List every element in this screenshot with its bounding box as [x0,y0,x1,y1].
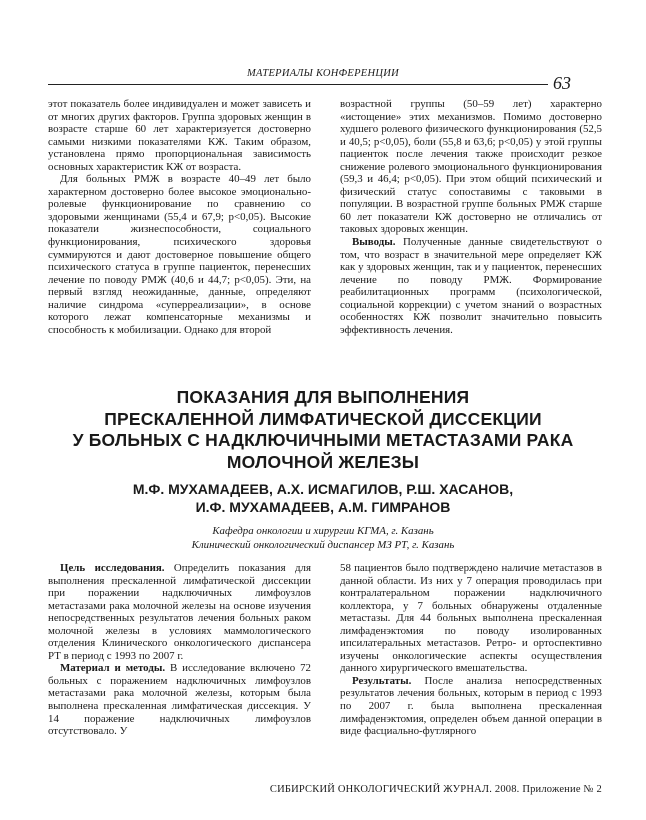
article-right-column [340,562,602,738]
running-header: МАТЕРИАЛЫ КОНФЕРЕНЦИИ [246,68,400,79]
conclusions-text: Полученные данные свидетельствуют о том, что возраст в значительной мере определяет КЖ как у здоровых женщин, так и у пациенток, перенесших лечение по поводу РМЖ. Формирование реабилитационных программ (психологической, социальной коррекции) с учетом знаний о возрастных особенностях КЖ позволит значительно повысить эффективность лечения. [340,236,602,336]
paragraph: возрастной группы (50–59 лет) характерно «истощение» этих механизмов. Помимо достоверно худшего ролевого физического функционирования (52,5 и 40,5; p<0,05), боли (55,8 и 63,6; p<0,05) у этой группы пациенток после лечения также происходит резкое снижение ролевого эмоционального функционирования (59,3 и 46,4; p<0,05). При этом общий психический и физический статус сопоставимы с таковыми в популяции. В возрастной группе больных РМЖ старше 60 лет показатели КЖ достоверно не отличались от таковых здоровых женщин. [340,98,602,236]
affiliation-line: Клинический онкологический диспансер МЗ РТ, г. Казань [191,538,455,551]
paragraph: 58 пациентов было подтверждено наличие метастазов в данной области. Из них у 7 операция проводилась при контралатеральном поражении надключичного коллектора, у 7 больных обнаружены отдаленные метастазы. Для 44 больных выполнена прескаленная лимфаденэктомия по поводу изолированных ипсилатеральных метастазов. Ретро- и ортоспективно изучены онкологические аспекты осуществления данного хирургического вмешательства. [340,562,602,675]
aim-paragraph [48,562,311,662]
article-affiliations [48,525,598,552]
page-number: 63 [553,73,571,93]
title-line: МОЛОЧНОЙ ЖЕЛЕЗЫ [226,451,420,472]
results-paragraph [340,675,602,738]
results-text: После анализа непосредственных результатов лечения больных, которым в период с 1993 по 2007 г. была выполнена прескаленная лимфаденэктомия, определен объем данной операции в виде фасциально-футлярного [340,674,602,738]
conclusions-lead: Выводы. [352,236,396,249]
methods-text: В исследование включено 72 больных с поражением надключичных лимфоузлов метастазами рака молочной железы, которым была выполнена прескаленная лимфатическая диссекция. У 14 поражение надключичных лимфоузлов отсутствовало. У [48,662,312,738]
affiliation-line: Кафедра онкологии и хирургии КГМА, г. Казань [212,525,434,537]
title-line: ПОКАЗАНИЯ ДЛЯ ВЫПОЛНЕНИЯ [176,387,470,407]
title-line: У БОЛЬНЫХ С НАДКЛЮЧИЧНЫМИ МЕТАСТАЗАМИ РАКА [72,430,574,450]
previous-article-left-column [48,98,311,336]
journal-footer: СИБИРСКИЙ ОНКОЛОГИЧЕСКИЙ ЖУРНАЛ. 2008. Приложение № 2 [269,784,602,795]
title-line: ПРЕСКАЛЕННОЙ ЛИМФАТИЧЕСКОЙ ДИССЕКЦИИ [104,408,542,429]
article-authors [48,480,598,516]
methods-lead: Материал и методы. [60,662,166,675]
article-left-column [48,562,311,738]
authors-line: И.Ф. МУХАМАДЕЕВ, А.М. ГИМРАНОВ [195,499,451,515]
paragraph: этот показатель более индивидуален и может зависеть и от многих других факторов. Группа здоровых женщин в возрасте старше 60 лет характеризуется достоверно самыми низкими показателями КЖ. Таким образом, установлена прямо пропорциональная зависимость основных характеристик КЖ от возраста. [48,98,311,173]
conclusions-paragraph [340,236,602,336]
header-divider [48,84,548,85]
paragraph: Для больных РМЖ в возрасте 40–49 лет было характерном достоверно более высокое эмоционально-ролевые функционирование по сравнению со здоровыми женщинами (55,4 и 67,9; p<0,05). Высокие показатели жизнеспособности, социального функционирования, психического здоровья суммируются и дают достоверное повышение общего психического статуса в группе пациенток, перенесших лечение по поводу РМЖ (40,6 и 44,7; p<0,05). Эти, на первый взгляд неожиданные, данные, определяют наличие синдрома «суперреализации», в основе которого лежат компенсаторные механизмы и способность к мобилизации. Однако для второй [48,173,311,336]
aim-lead: Цель исследования. [60,562,165,574]
article-title [48,387,598,473]
previous-article-right-column [340,98,602,336]
authors-line: М.Ф. МУХАМАДЕЕВ, А.Х. ИСМАГИЛОВ, Р.Ш. ХАСАНОВ, [132,481,514,497]
methods-paragraph [48,662,311,737]
aim-text: Определить показания для выполнения прескаленной лимфатической диссекции при поражении надключичных лимфоузлов метастазами рака молочной железы на основе изучения непосредственных результатов лечения больных раком молочной железы в условиях маммологического отделения Клинического онкологического диспансера РТ в период с 1993 по 2007 г. [48,562,311,662]
results-lead: Результаты. [352,674,412,687]
